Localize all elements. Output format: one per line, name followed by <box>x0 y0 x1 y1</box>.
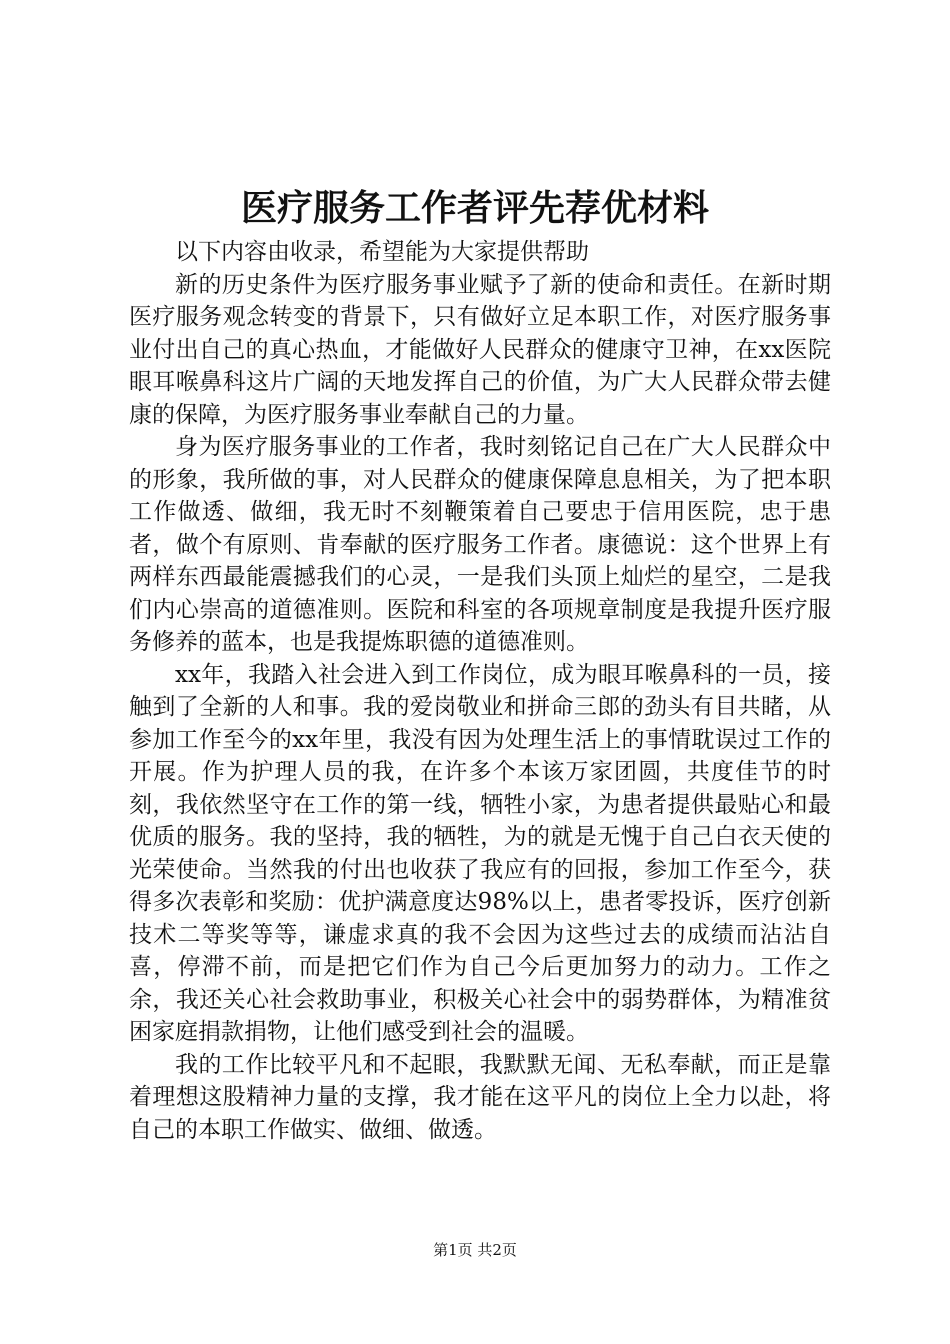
page-number-footer: 第1页 共2页 <box>433 1241 517 1259</box>
document-title: 医疗服务工作者评先荐优材料 <box>240 188 709 229</box>
body-paragraph-4: 我的工作比较平凡和不起眼，我默默无闻、无私奉献，而正是靠着理想这股精神力量的支撑，我才能在这平凡的岗位上全力以赴，将自己的本职工作做实、做细、做透。 <box>129 1051 831 1143</box>
intro-paragraph: 以下内容由收录，希望能为大家提供帮助 <box>175 239 589 265</box>
document-body <box>129 236 831 1146</box>
body-paragraph-1: 新的历史条件为医疗服务事业赋予了新的使命和责任。在新时期医疗服务观念转变的背景下，只有做好立足本职工作，对医疗服务事业付出自己的真心热血，才能做好人民群众的健康守卫神，在xx医院眼耳喉鼻科这片广阔的天地发挥自己的价值，为广大人民群众带去健康的保障，为医疗服务事业奉献自己的力量。 <box>129 271 831 428</box>
body-paragraph-2: 身为医疗服务事业的工作者，我时刻铭记自己在广大人民群众中的形象，我所做的事，对人民群众的健康保障息息相关，为了把本职工作做透、做细，我无时不刻鞭策着自己要忠于信用医院，忠于患者，做个有原则、肯奉献的医疗服务工作者。康德说：这个世界上有两样东西最能震撼我们的心灵，一是我们头顶上灿烂的星空，二是我们内心崇高的道德准则。医院和科室的各项规章制度是我提升医疗服务修养的蓝本，也是我提炼职德的道德准则。 <box>129 434 831 655</box>
body-paragraph-3: xx年，我踏入社会进入到工作岗位，成为眼耳喉鼻科的一员，接触到了全新的人和事。我的爱岗敬业和拼命三郎的劲头有目共睹，从参加工作至今的xx年里，我没有因为处理生活上的事情耽误过工作的开展。作为护理人员的我，在许多个本该万家团圆，共度佳节的时刻，我依然坚守在工作的第一线，牺牲小家，为患者提供最贴心和最优质的服务。我的坚持，我的牺牲，为的就是无愧于自己白衣天使的光荣使命。当然我的付出也收获了我应有的回报，参加工作至今，获得多次表彰和奖励：优护满意度达98%以上，患者零投诉，医疗创新技术二等奖等等，谦虚求真的我不会因为这些过去的成绩而沾沾自喜，停滞不前，而是把它们作为自己今后更加努力的动力。工作之余，我还关心社会救助事业，积极关心社会中的弱势群体，为精准贫困家庭捐款捐物，让他们感受到社会的温暖。 <box>129 661 831 1045</box>
